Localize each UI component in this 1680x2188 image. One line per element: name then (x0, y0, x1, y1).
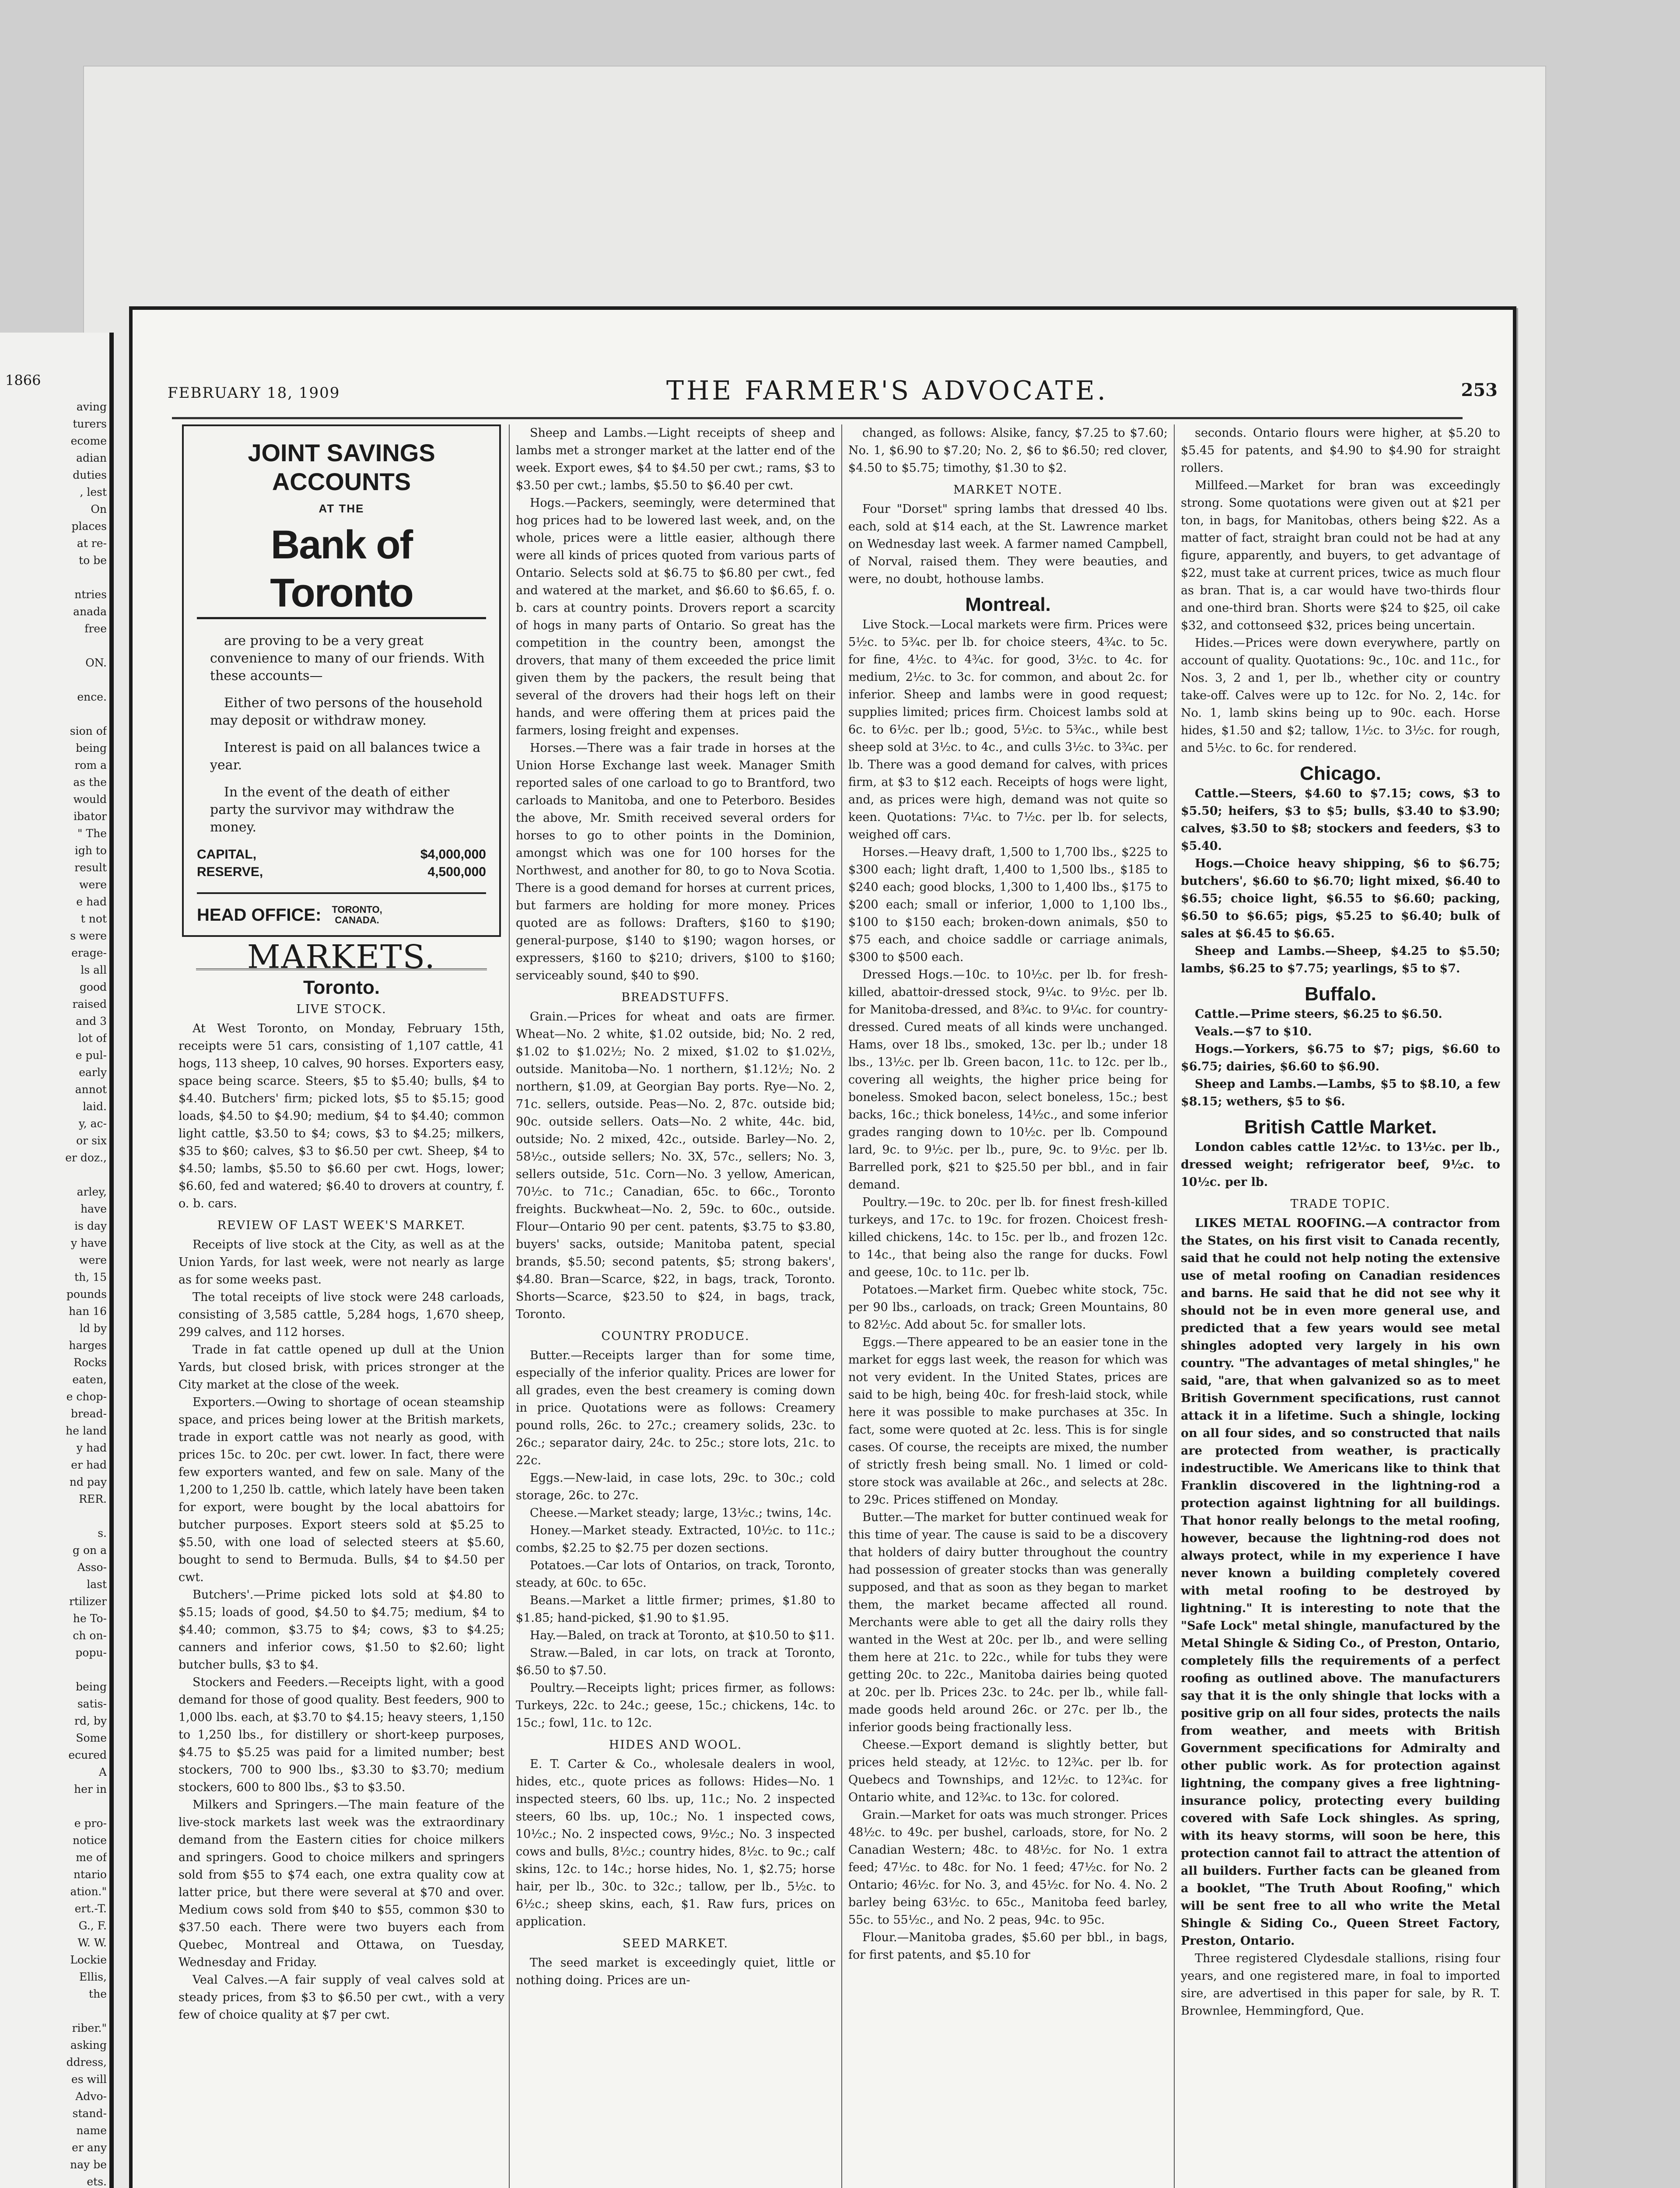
previous-page-line: or six (76, 1134, 107, 1147)
previous-page-line (4, 1508, 107, 1525)
previous-page-line: RER. (79, 1493, 107, 1505)
article-paragraph: LIKES METAL ROOFING.—A contractor from the States, on his first visit to Canada recently, said that he could not help noting the extensive use of metal roofing on Canadian residences and barns. He said that he did not see why it should not be in even more general use, and predicted that a few years would see metal shingles adopted very largely in his own country. "The advantages of metal shingles," he said, "are, that when galvanized so as to meet British Government specifications, rust cannot attack it in a lifetime. Such a shingle, locking on all four sides, and so constructed that nails are protected from weather, is practically indestructible. We Americans like to think that Franklin discovered in the lightning-rod a protection against lightning for all buildings. That honor really belongs to the metal roofing, however, because the lightning-rod does not always protect, while in my experience I have never known a building completely covered with metal roofing to be destroyed by lightning." It is interesting to note that the "Safe Lock" metal shingle, manufactured by the Metal Shingle & Siding Co., of Preston, Ontario, completely fills the requirements of a perfect roofing as outlined above. The manufacturers say that it is the only shingle that locks with a positive grip on all four sides, protects the nails from weather, and meets with British Government specifications for Admiralty and other public work. As for protection against lightning, the company gives a free lightning-insurance policy, protecting every building covered with Safe Lock shingles. As spring, with its heavy storms, will soon be here, this protection cannot fail to attract the attention of all builders. Further facts can be gleaned from a booklet, "The Truth About Roofing," which will be sent free to all who write the Metal Shingle & Siding Co., Queen Street Factory, Preston, Ontario. (1181, 1217, 1500, 1948)
previous-page-line: s were (70, 929, 107, 942)
previous-page-line (4, 2002, 107, 2020)
article-paragraph: Dressed Hogs.—10c. to 10½c. per lb. for fresh-killed, abattoir-dressed stock, 9¼c. to 9½c. per lb. for Manitoba-dressed, and 8¾c. to 9¼c. for country-dressed. Cured meats of all kinds were unchanged. Hams, over 18 lbs., smoked, 13c. per lb.; under 18 lbs., 13½c. per lb. Green bacon, 11c. to 12c. per lb., covering all weights, the higher price being for boneless. Smoked bacon, select boneless, 15c.; best backs, 16c.; thick boneless, 14½c., and some inferior grades ranging down to 10½c. per lb. Compound lard, 9c. to 9½c. per lb., pure, 9c. to 9½c. per lb. Barrelled pork, $21 to $25.50 per bbl., and in fair demand. (848, 968, 1168, 1192)
seed-market-heading: SEED MARKET. (622, 1937, 729, 1950)
article-paragraph: Eggs.—New-laid, in case lots, 29c. to 30c.; cold storage, 26c. to 27c. (516, 1471, 835, 1502)
previous-page-line: ON. (85, 656, 107, 669)
previous-page-line: nd pay (69, 1476, 107, 1488)
previous-page-line: " The (77, 827, 107, 840)
previous-page-line: he To- (73, 1612, 107, 1625)
previous-page-line: han 16 (69, 1305, 107, 1318)
article-paragraph: London cables cattle 12½c. to 13½c. per lb., dressed weight; refrigerator beef, 9½c. to 10½c. per lb. (1181, 1140, 1500, 1189)
previous-page-line: is day (74, 1220, 107, 1232)
article-paragraph: Trade in fat cattle opened up dull at the Union Yards, but closed brisk, with prices stronger at the City market at the close of the week. (178, 1343, 504, 1392)
markets-heading: MARKETS. (196, 948, 487, 970)
previous-page-line: would (73, 793, 107, 806)
previous-page-line: e had (76, 895, 107, 908)
previous-page-line: y, ac- (78, 1117, 107, 1130)
previous-page-line: aving (76, 400, 107, 413)
previous-page-line: me of (76, 1851, 107, 1864)
previous-page-line: A (98, 1766, 107, 1778)
article-paragraph: Sheep and Lambs.—Lambs, $5 to $8.10, a few $8.15; wethers, $5 to $6. (1181, 1077, 1500, 1108)
masthead (150, 375, 1498, 406)
previous-page-text-fragments (4, 398, 107, 2188)
previous-page-line: ibator (74, 810, 107, 823)
article-paragraph: Cheese.—Export demand is slightly better, but prices held steady, at 12½c. to 12¾c. per lb. for Quebecs and Townships, and 12½c. to 12¾c. for Ontario white, and 12¾c. to 13c. for colored. (848, 1738, 1168, 1804)
ad-capital-row (197, 846, 486, 863)
issue-date: FEBRUARY 18, 1909 (168, 384, 340, 402)
previous-page-line: annot (75, 1083, 107, 1096)
previous-page-line: ntario (73, 1868, 107, 1881)
ad-capital-label: CAPITAL, (197, 847, 257, 862)
ad-paragraph: are proving to be a very great convenience to many of our friends. With these accounts— (210, 633, 485, 684)
ad-heading: JOINT SAVINGS ACCOUNTS (248, 439, 435, 495)
previous-page-line: as the (73, 776, 107, 789)
previous-page-line: were (79, 1254, 107, 1266)
previous-page-line: y have (71, 1237, 107, 1249)
article-paragraph: Beans.—Market a little firmer; primes, $1.80 to $1.85; hand-picked, $1.90 to $1.95. (516, 1594, 835, 1625)
article-paragraph: Cheese.—Market steady; large, 13½c.; twins, 14c. (530, 1506, 832, 1520)
ad-head-office-city: TORONTO, (332, 904, 382, 915)
previous-page-line: raised (72, 998, 107, 1010)
article-paragraph: Stockers and Feeders.—Receipts light, with a good demand for those of good quality. Best feeders, 900 to 1,000 lbs. each, at $3.70 to $4.15; heavy steers, 1,150 to 1,250 lbs., for distillery or short-keep purposes, $4.75 to $5.25 was paid for a limited number; best stockers, 700 to 900 lbs., $3.30 to $3.70; medium stockers, 600 to 800 lbs., $3 to $3.50. (178, 1676, 504, 1794)
article-paragraph: Honey.—Market steady. Extracted, 10½c. to 11c.; combs, $2.25 to $2.75 per dozen sections. (516, 1524, 835, 1555)
previous-page-line: pounds (66, 1288, 107, 1301)
previous-page-line: ecome (70, 435, 107, 447)
previous-page-line: g on a (73, 1544, 107, 1557)
article-paragraph: Hay.—Baled, on track at Toronto, at $10.50 to $11. (530, 1629, 835, 1642)
previous-page-line: ls all (80, 964, 107, 976)
previous-page-line: turers (73, 417, 107, 430)
previous-page-line: ets. (87, 2175, 107, 2188)
previous-page-line: being (76, 1680, 107, 1693)
article-paragraph: Eggs.—There appeared to be an easier tone in the market for eggs last week, the reason for which was not very evident. In the United States, prices are said to be high, being 40c. for fresh-laid stock, while here it was possible to make purchases at 35c. In fact, some were quoted at 2c. less. This is for single cases. Of course, the receipts are mixed, the number of strictly fresh being small. No. 1 limed or cold-store stock was available at 26c., and selects at 28c. to 29c. Prices stiffened on Monday. (848, 1336, 1168, 1507)
article-paragraph: Grain.—Market for oats was much stronger. Prices 48½c. to 49c. per bushel, carloads, store, for No. 2 Canadian Western; 48c. to 48½c. for No. 1 extra feed; 47½c. to 48c. for No. 1 feed; 47½c. for No. 2 Ontario; 46½c. for No. 3, and 45½c. for No. 4. No. 2 barley being 63½c. to 65c., Manitoba feed barley, 55c. to 55½c., and No. 2 peas, 94c. to 95c. (848, 1808, 1168, 1927)
previous-page-line: duties (73, 469, 107, 481)
previous-page-line: being (76, 742, 107, 754)
article-paragraph: Sheep and Lambs.—Sheep, $4.25 to $5.50; lambs, $6.25 to $7.75; yearlings, $5 to $7. (1181, 944, 1500, 975)
article-paragraph: Milkers and Springers.—The main feature of the live-stock markets last week was the extraordinary demand from the Eastern cities for choice milkers and springers. Good to choice milkers and springers sold from $55 to $74 each, one extra quality cow at latter price, but there were several at $70 and over. Medium cows sold from $40 to $55, common $30 to $37.50 each. There were two buyers each from Quebec, Montreal and Ottawa, on Tuesday, Wednesday and Friday. (178, 1798, 504, 1969)
article-paragraph: changed, as follows: Alsike, fancy, $7.25 to $7.60; No. 1, $6.90 to $7.20; No. 2, $6 to $6.50; red clover, $4.50 to $5.75; timothy, $1.30 to $2. (848, 426, 1168, 475)
previous-page-line: riber." (72, 2022, 107, 2034)
toronto-heading: Toronto. (303, 977, 380, 998)
article-paragraph: Butter.—The market for butter continued weak for this time of year. The cause is said to be a discovery that holders of dairy butter throughout the country had possession of greater stocks than was generally supposed, and that as soon as they began to market them, the market became affected all round. Merchants were able to get all the dairy rolls they wanted in the West at 20c. per lb., and were selling them here at 21c. to 22c., while for tubs they were getting 20c. to 22c., Manitoba dairies being quoted at 20c. per lb. Prices 23c. to 24c. per lb., while fall-made goods held around 26c. or 27c. per lb., the inferior goods being fractionally less. (848, 1511, 1168, 1734)
previous-page-line: satis- (77, 1697, 107, 1710)
ad-paragraph: Either of two persons of the household may deposit or withdraw money. (210, 695, 483, 728)
previous-page-line: he land (66, 1424, 107, 1437)
previous-page-line: have (80, 1203, 107, 1215)
ad-bank-name: Bank of Toronto (197, 521, 486, 619)
ad-head-office-country: CANADA. (335, 915, 379, 926)
previous-page-line (4, 1166, 107, 1183)
breadstuffs-heading: BREADSTUFFS. (621, 991, 730, 1004)
article-paragraph: The seed market is exceedingly quiet, little or nothing doing. Prices are un- (516, 1956, 835, 1987)
article-paragraph: Three registered Clydesdale stallions, rising four years, and one registered mare, in foal to imported sire, are advertised in this paper for sale, by R. T. Brownlee, Hemmingford, Que. (1181, 1952, 1500, 2018)
ad-at-the: AT THE (318, 502, 364, 515)
previous-page-line: er doz., (65, 1151, 107, 1164)
previous-page-line: bread- (70, 1407, 107, 1420)
previous-page-line: ecured (68, 1749, 107, 1761)
previous-page-line: ntries (74, 588, 107, 601)
article-paragraph: Horses.—Heavy draft, 1,500 to 1,700 lbs., $225 to $300 each; light draft, 1,400 to 1,500 lbs., $185 to $240 each; good blocks, 1,300 to 1,400 lbs., $175 to $200 each; small or inferior, 1,000 to 1,100 lbs., $100 to $150 each; broken-down animals, $50 to $75 each, and choice saddle or carriage animals, $300 to $500 each. (848, 845, 1168, 964)
previous-page-line: erage- (71, 947, 107, 959)
previous-page-line: Lockie (70, 1953, 107, 1966)
article-paragraph: Hogs.—Packers, seemingly, were determined that hog prices had to be lowered last week, and, on the whole, prices were a little easier, although there were all kinds of prices quoted from various parts of Ontario. Selects sold at $6.75 to $6.80 per cwt., fed and watered at the market, and $6.60 to $6.65, f. o. b. cars at country points. Drovers report a scarcity of hogs in many parts of Ontario. So great has the competition in the country been, amongst the drovers, that many of them exceeded the price limit given them by the packers, the result being that several of the drovers had their hogs left on their hands, and were offering them at prices paid the farmers, losing freight and expenses. (516, 496, 835, 737)
ad-paragraph: Interest is paid on all balances twice a year. (210, 740, 481, 773)
previous-page-line: G., F. (78, 1919, 107, 1932)
previous-page-line: On (91, 503, 107, 515)
previous-page-line (4, 1798, 107, 1815)
previous-page-line: harges (69, 1339, 107, 1352)
column-4 (1174, 424, 1500, 2188)
previous-page-line: ld by (79, 1322, 107, 1335)
previous-page-line: th, 15 (74, 1271, 107, 1283)
previous-page-line: popu- (75, 1646, 107, 1659)
previous-page-line: s. (98, 1527, 107, 1539)
article-paragraph: Potatoes.—Market firm. Quebec white stock, 75c. per 90 lbs., carloads, on track; Green Mountains, 80 to 82½c. Add about 5c. for smaller lots. (848, 1283, 1168, 1332)
masthead-rule (172, 417, 1463, 419)
article-paragraph: E. T. Carter & Co., wholesale dealers in wool, hides, etc., quote prices as follows: Hides—No. 1 inspected steers, 60 lbs. up, 11c.; No. 2 inspected steers, 60 lbs. up, 10c.; No. 1 inspected cows, 10½c.; No. 2 inspected cows, 9½c.; No. 3 inspected cows and bulls, 8½c.; country hides, 8½c. to 9c.; calf skins, 12c. to 14c.; horse hides, No. 1, $2.75; horse hair, per lb., 30c. to 32c.; tallow, per lb., 5½c. to 6½c.; sheep skins, each, $1. Raw furs, prices on application. (516, 1757, 835, 1929)
ad-capital-value: $4,000,000 (420, 847, 486, 862)
previous-page-line (4, 1661, 107, 1678)
column-3 (841, 424, 1168, 2188)
previous-page-line: were (79, 878, 107, 891)
previous-page-line: adian (76, 452, 107, 464)
article-paragraph: The total receipts of live stock were 248 carloads, consisting of 3,585 cattle, 5,284 hogs, 1,670 sheep, 299 calves, and 112 horses. (178, 1290, 504, 1339)
hides-and-wool-heading: HIDES AND WOOL. (609, 1738, 742, 1752)
live-stock-heading: LIVE STOCK. (296, 1003, 387, 1016)
previous-page-line: Some (76, 1732, 107, 1744)
article-paragraph: Butter.—Receipts larger than for some time, especially of the inferior quality. Prices are lower for all grades, even the best creamery is coming down in price. Quotations were as follows: Creamery pound rolls, 26c. to 27c.; creamery solids, 23c. to 26c.; separator dairy, 24c. to 25c.; store lots, 21c. to 22c. (516, 1349, 835, 1467)
article-paragraph: Four "Dorset" spring lambs that dressed 40 lbs. each, sold at $14 each, at the St. Lawrence market on Wednesday last week. A farmer named Campbell, of Norval, raised them. They were beauties, and were, no doubt, hothouse lambs. (848, 502, 1168, 586)
ad-reserve-row (197, 863, 486, 881)
previous-page-line: the (89, 1988, 107, 2000)
previous-page-line: lot of (78, 1032, 107, 1045)
previous-page-line: ch on- (73, 1629, 107, 1642)
previous-page-line: W. W. (77, 1936, 107, 1949)
previous-page-line: igh to (74, 844, 107, 857)
previous-page-line: good (79, 981, 107, 993)
article-paragraph: Cattle.—Steers, $4.60 to $7.15; cows, $3 to $5.50; heifers, $3 to $5; bulls, $3.40 to $3.90; calves, $3.50 to $8; stockers and feeders, $3 to $5.40. (1181, 787, 1500, 853)
previous-page-line (4, 705, 107, 722)
article-paragraph: Receipts of live stock at the City, as well as at the Union Yards, for last week, were not nearly as large as for some weeks past. (178, 1238, 504, 1287)
previous-page-line: rtilizer (69, 1595, 107, 1608)
buffalo-heading: Buffalo. (1305, 983, 1376, 1005)
article-paragraph: Live Stock.—Local markets were firm. Prices were 5½c. to 5¾c. per lb. for choice steers, 4¾c. to 5c. for fine, 4½c. to 4¾c. for good, 3½c. to 4c. for medium, 2½c. to 3c. for common, and about 2c. for inferior. Sheep and lambs were in good request; supplies limited; prices firm. Choicest lambs sold at 6c. to 6½c. per lb.; good, 5½c. to 5¾c., while best sheep sold at 3½c. to 4c., and culls 3½c. to 3¾c. per lb. There was a good demand for calves, with prices firm, at $3 to $12 each. Receipts of hogs were light, and, as prices were high, demand was not quite so keen. Quotations: 7¼c. to 7½c. per lb. for selects, weighed off cars. (848, 618, 1168, 842)
previous-page-line: anada (73, 605, 107, 618)
article-paragraph: At West Toronto, on Monday, February 15th, receipts were 51 cars, consisting of 1,107 cattle, 41 hogs, 113 sheep, 10 calves, 90 horses. Exporters easy, space being scarce. Steers, $5 to $5.40; bulls, $4 to $4.40. Butchers' firm; picked lots, $5 to $5.15; good loads, $4.50 to $4.90; medium, $4 to $4.40; common light cattle, $3.50 to $4; cows, $3 to $4.25; milkers, $35 to $60; calves, $3 to $6.50 per cwt. Sheep, $4 to $4.50; lambs, $5.50 to $6.60 per cwt. Hogs, lower; $6.60, fed and watered; $6.40 to drovers at country, f. o. b. cars. (178, 1022, 504, 1210)
previous-page-line: stand- (72, 2107, 107, 2120)
previous-page-line: early (79, 1066, 107, 1079)
previous-page-line: er any (72, 2141, 107, 2154)
country-produce-heading: COUNTRY PRODUCE. (601, 1329, 750, 1343)
article-paragraph: Hogs.—Yorkers, $6.75 to $7; pigs, $6.60 to $6.75; dairies, $6.60 to $6.90. (1181, 1042, 1500, 1073)
ad-head-office-location (332, 905, 382, 926)
chicago-heading: Chicago. (1300, 763, 1381, 784)
article-paragraph: Cattle.—Prime steers, $6.25 to $6.50. (1195, 1007, 1442, 1021)
previous-page-line: to be (79, 554, 107, 567)
previous-page-line: es will (71, 2073, 107, 2086)
ad-paragraph: In the event of the death of either party the survivor may withdraw the money. (210, 785, 455, 835)
trade-topic-heading: TRADE TOPIC. (1290, 1197, 1391, 1211)
previous-page-line: e pul- (75, 1049, 107, 1062)
article-paragraph: Poultry.—19c. to 20c. per lb. for finest fresh-killed turkeys, and 17c. to 19c. for frozen. Choicest fresh-killed chickens, 14c. to 15c. per lb., and frozen 12c. to 14c., that being also the range for ducks. Fowl and geese, 10c. to 11c. per lb. (848, 1196, 1168, 1279)
previous-page-line: rd, by (74, 1715, 107, 1727)
previous-page-line: her in (74, 1783, 107, 1795)
previous-page-line: sion of (70, 725, 107, 737)
article-paragraph: Veal Calves.—A fair supply of veal calves sold at steady prices, from $3 to $6.50 per cwt., with a very few of choice quality at $7 per cwt. (178, 1973, 504, 2022)
previous-page-line: and 3 (76, 1015, 107, 1027)
previous-page-line: places (71, 520, 107, 533)
ad-reserve-value: 4,500,000 (427, 865, 486, 879)
previous-page-line: name (76, 2124, 107, 2137)
ad-reserve-label: RESERVE, (197, 865, 263, 879)
newspaper-page (129, 306, 1516, 2188)
previous-page-line: Rocks (74, 1356, 107, 1369)
article-paragraph: Flour.—Manitoba grades, $5.60 per bbl., in bags, for first patents, and $5.10 for (848, 1931, 1168, 1962)
article-paragraph: Hides.—Prices were down everywhere, partly on account of quality. Quotations: 9c., 10c. and 11c., for Nos. 3, 2 and 1, per lb., whether city or country take-off. Calves were up to 12c. for No. 2, 14c. for No. 1, lamb skins being up to 90c. each. Horse hides, $1.50 and $2; tallow, 1½c. to 3½c. for rough, and 5½c. to 6c. for rendered. (1181, 636, 1500, 755)
market-note-heading: MARKET NOTE. (953, 483, 1063, 497)
bank-of-toronto-advertisement (182, 424, 501, 937)
previous-page-line: , lest (80, 486, 107, 498)
page-number: 253 (1461, 380, 1498, 400)
article-paragraph: Horses.—There was a fair trade in horses at the Union Horse Exchange last week. Manager Smith reported sales of one carload to go to Brantford, two carloads to Manitoba, and one to Peterboro. Besides the above, Mr. Smith received several orders for horses to go to other points in the Dominion, amongst which was one for 100 horses for the Northwest, and another for 80, to go to Nova Scotia. There is a good demand for horses at current prices, but farmers are holding for more money. Prices quoted are as follows: Drafters, $160 to $190; general-purpose, $140 to $190; wagon horses, or expressers, $160 to $210; drivers, $100 to $160; serviceably sound, $40 to $90. (516, 741, 835, 982)
previous-page-line: free (84, 622, 107, 635)
review-heading: REVIEW OF LAST WEEK'S MARKET. (217, 1219, 466, 1232)
article-paragraph: Hogs.—Choice heavy shipping, $6 to $6.75; butchers', $6.60 to $6.70; light mixed, $6.40 to $6.55; choice light, $6.55 to $6.60; packing, $6.50 to $6.65; pigs, $5.25 to $6.40; bulk of sales at $6.45 to $6.65. (1181, 857, 1500, 940)
previous-page-line: notice (73, 1834, 107, 1847)
previous-page-line: e chop- (66, 1390, 107, 1403)
previous-page-line: at re- (77, 537, 107, 550)
previous-page-line: ert.-T. (74, 1902, 107, 1915)
previous-page-line (4, 569, 107, 586)
publication-title: THE FARMER'S ADVOCATE. (666, 375, 1108, 406)
article-paragraph: Exporters.—Owing to shortage of ocean steamship space, and prices being lower at the British markets, trade in export cattle was not nearly as good, with prices 15c. to 20c. per cwt. lower. In fact, there were few exporters wanted, and few on sale. Many of the 1,200 to 1,250 lb. cattle, which lately have been taken for export, were bought by the local abattoirs for butcher purposes. Export steers sold at $5.25 to $5.50, with one load of selected steers at $5.60, bought to send to Bermuda. Bulls, $4 to $4.50 per cwt. (178, 1396, 504, 1584)
article-paragraph: Sheep and Lambs.—Light receipts of sheep and lambs met a stronger market at the latter end of the week. Export ewes, $4 to $4.50 per cwt.; rams, $3 to $3.50 per cwt.; lambs, $5.50 to $6.40 per cwt. (516, 426, 835, 492)
article-paragraph: seconds. Ontario flours were higher, at $5.20 to $5.45 for patents, and $4.90 to $4.90 for straight rollers. (1181, 426, 1500, 475)
ad-head-office-label: HEAD OFFICE: (197, 905, 322, 925)
previous-page-line: Advo- (75, 2090, 107, 2103)
previous-page-number: 1866 (5, 372, 41, 389)
previous-page-line: e pro- (74, 1817, 107, 1830)
previous-page-line: er had (71, 1459, 107, 1471)
article-paragraph: Butchers'.—Prime picked lots sold at $4.80 to $5.15; loads of good, $4.50 to $4.75; medium, $4 to $4.40; common, $3.75 to $4; cows, $3 to $4.25; canners and inferior cows, $1.50 to $2.60; light butcher bulls, $3 to $4. (178, 1588, 504, 1672)
previous-page-line: t not (80, 912, 107, 925)
article-paragraph: Grain.—Prices for wheat and oats are firmer. Wheat—No. 2 white, $1.02 outside, bid; No. 2 red, $1.02 to $1.02½; No. 2 mixed, $1.02 to $1.02½, outside. Manitoba—No. 1 northern, $1.12½; No. 2 northern, $1.09, at Georgian Bay ports. Rye—No. 2, 71c. sellers, outside. Peas—No. 2, 87c. outside bid; 90c. outside sellers. Oats—No. 2 white, 44c. bid, outside; No. 2 mixed, 42c., outside. Barley—No. 2, 58½c., outside sellers; No. 3X, 57c., sellers; No. 3, sellers outside, 51c. Corn—No. 3 yellow, American, 70½c. to 71c.; Canadian, 65c. to 66c., Toronto freights. Buckwheat—No. 2, 59c. to 60c., outside. Flour—Ontario 90 per cent. patents, $3.75 to $3.80, buyers' sacks, outside; Manitoba patent, special brands, $5.50; second patents, $5; strong bakers', $4.80. Bran—Scarce, $22, in bags, track, Toronto. Shorts—Scarce, $23.50 to $24, in bags, track, Toronto. (516, 1010, 835, 1321)
article-paragraph: Veals.—$7 to $10. (1195, 1025, 1312, 1038)
previous-page-line: ddress, (66, 2056, 107, 2069)
article-paragraph: Straw.—Baled, in car lots, on track at Toronto, $6.50 to $7.50. (516, 1646, 835, 1677)
article-paragraph: Poultry.—Receipts light; prices firmer, as follows: Turkeys, 22c. to 24c.; geese, 15c.; chickens, 14c. to 15c.; fowl, 11c. to 12c. (516, 1681, 835, 1730)
previous-page-line: rom a (74, 759, 107, 771)
previous-page-line: asking (70, 2039, 107, 2051)
british-cattle-market-heading: British Cattle Market. (1244, 1116, 1437, 1138)
column-2 (509, 424, 835, 2188)
previous-page-line: eaten, (72, 1373, 107, 1386)
previous-page-edge (0, 333, 114, 2188)
column-1 (178, 424, 504, 2188)
previous-page-line: laid. (83, 1100, 107, 1113)
previous-page-line: result (74, 861, 107, 874)
article-paragraph: Potatoes.—Car lots of Ontarios, on track, Toronto, steady, at 60c. to 65c. (516, 1559, 835, 1590)
previous-page-line: ence. (77, 691, 107, 703)
ad-head-office (197, 892, 486, 926)
previous-page-line: y had (76, 1441, 107, 1454)
previous-page-line: nay be (70, 2158, 107, 2171)
previous-page-line: ation." (70, 1885, 107, 1898)
previous-page-line (4, 637, 107, 654)
previous-page-line: arley, (77, 1185, 107, 1198)
montreal-heading: Montreal. (965, 594, 1051, 615)
previous-page-line (4, 671, 107, 688)
article-paragraph: Millfeed.—Market for bran was exceedingly strong. Some quotations were given out at $21 per ton, in bags, for Manitobas, others being $22. As a matter of fact, straight bran could not be had at any figure, apparently, and buyers, to get advantage of $22, must take at current prices, twice as much flour as bran. That is, a car would have two-thirds flour and one-third bran. Shorts were $24 to $25, oil cake $32, and cottonseed $32, prices being uncertain. (1181, 479, 1500, 632)
previous-page-line: Ellis, (79, 1971, 107, 1983)
previous-page-line: last (87, 1578, 107, 1591)
previous-page-line: Asso- (77, 1561, 107, 1574)
